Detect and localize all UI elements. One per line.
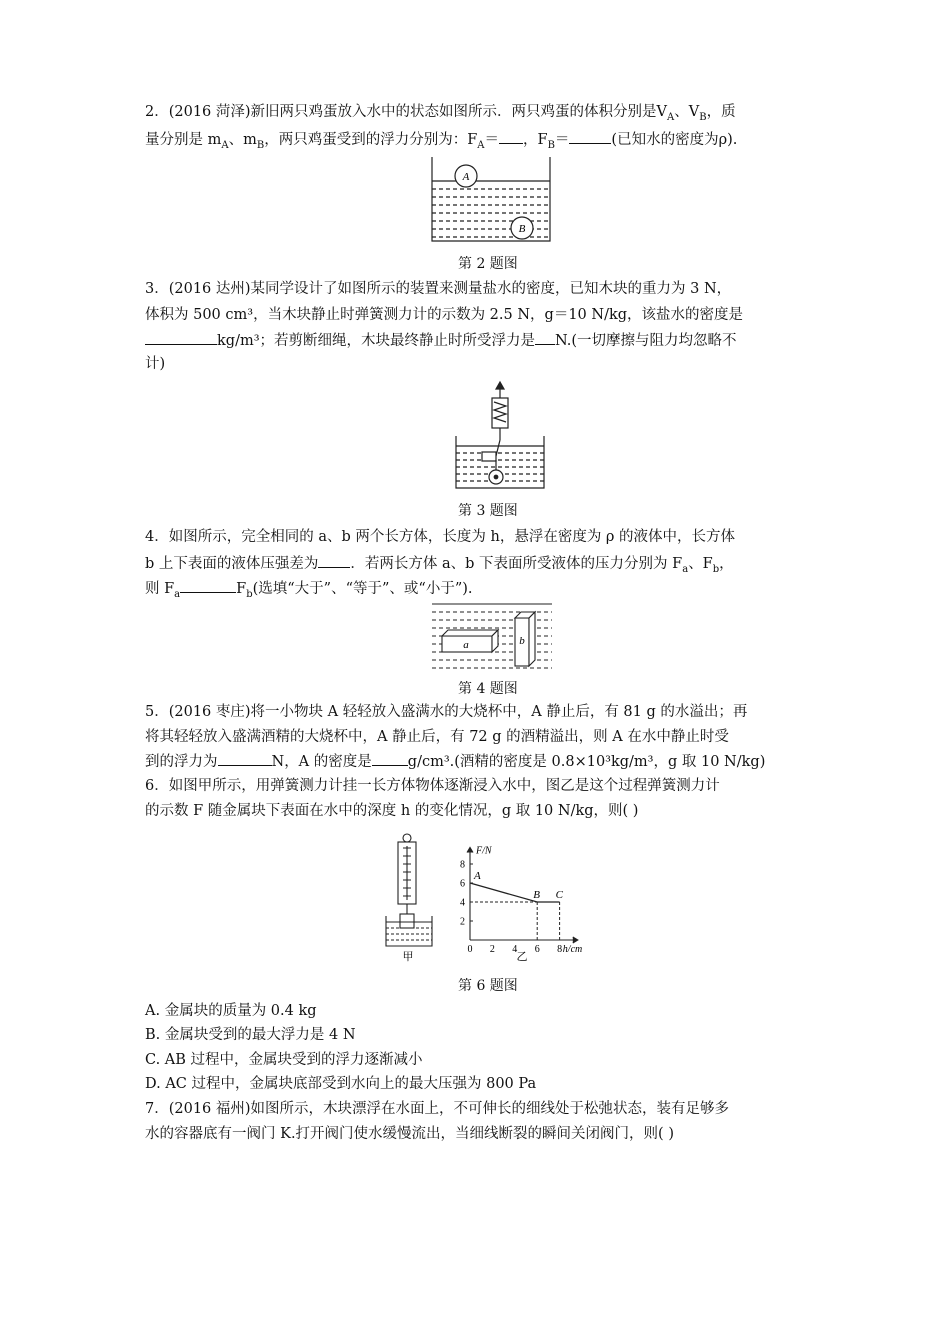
q6-line-2: 的示数 F 随金属块下表面在水中的深度 h 的变化情况，g 取 10 N/kg，则( ) xyxy=(145,803,639,819)
q3-line-3 xyxy=(145,330,737,351)
x-tick-label: 8 xyxy=(557,944,563,955)
q6-option-c[interactable]: C. AB 过程中，金属块受到的浮力逐渐减小 xyxy=(145,1052,423,1068)
figure-jia-label: 甲 xyxy=(402,950,414,963)
q6-line-1: 6．如图甲所示，用弹簧测力计挂一长方体物体逐渐浸入水中，图乙是这个过程弹簧测力计 xyxy=(145,778,720,794)
q4-text: 、F xyxy=(688,556,713,572)
answer-blank[interactable] xyxy=(145,330,217,345)
q5-line-1: 5．(2016 枣庄)将一小物块 A 轻轻放入盛满水的大烧杯中，A 静止后，有 81 g 的水溢出；再 xyxy=(145,704,748,720)
q6-figure-jia xyxy=(382,830,444,964)
q2-text: 、V xyxy=(674,104,700,120)
point-label-b: B xyxy=(533,889,540,901)
subscript: B xyxy=(256,139,265,151)
answer-blank[interactable] xyxy=(569,129,611,144)
subscript: a xyxy=(682,563,689,575)
q2-text: ＝ xyxy=(554,132,570,148)
q3-caption: 第 3 题图 xyxy=(458,503,518,519)
y-tick-label: 4 xyxy=(460,897,465,909)
q2-text: 、m xyxy=(228,132,257,148)
q5-text: 到的浮力为 xyxy=(145,754,218,770)
subscript: a xyxy=(174,588,181,600)
x-axis-arrow xyxy=(573,937,578,943)
q2-figure-beaker xyxy=(428,155,554,245)
answer-blank[interactable] xyxy=(499,129,523,144)
y-axis-label: F/N xyxy=(476,845,492,857)
q3-text: kg/m³；若剪断细绳，木块最终静止时所受浮力是 xyxy=(217,333,536,349)
subscript: b xyxy=(246,588,253,600)
q2-text: ＝ xyxy=(484,132,499,148)
cuboid-b-label: b xyxy=(519,635,525,647)
x-axis-label: h/cm xyxy=(562,944,583,955)
x-tick-label: 0 xyxy=(467,944,473,955)
q2-text: ，两只鸡蛋受到的浮力分别为：F xyxy=(264,132,478,148)
q3-line-1: 3．(2016 达州)某同学设计了如图所示的装置来测量盐水的密度，已知木块的重力为 3 N， xyxy=(145,281,732,297)
q5-text: g/cm³.(酒精的密度是 0.8×10³kg/m³，g 取 10 N/kg) xyxy=(407,754,766,770)
force-line xyxy=(470,883,560,902)
y-axis-arrow xyxy=(467,848,473,853)
x-tick-label: 2 xyxy=(489,944,495,955)
q4-caption: 第 4 题图 xyxy=(458,681,518,697)
q6-caption: 第 6 题图 xyxy=(458,978,518,994)
q2-text: ，质 xyxy=(706,104,736,120)
q3-line-4: 计) xyxy=(145,356,166,372)
subscript: b xyxy=(712,563,720,575)
q4-figure-cuboids xyxy=(430,600,554,672)
egg-b-label: B xyxy=(518,223,526,235)
subscript: A xyxy=(477,139,485,151)
subscript: B xyxy=(699,111,707,123)
y-tick-label: 6 xyxy=(460,878,465,890)
q2-caption: 第 2 题图 xyxy=(458,256,518,272)
y-tick-label: 8 xyxy=(460,859,465,871)
q5-line-2: 将其轻轻放入盛满酒精的大烧杯中，A 静止后，有 72 g 的酒精溢出，则 A 在水中静止时受 xyxy=(145,729,729,745)
q2-text: (已知水的密度为ρ). xyxy=(611,132,738,148)
figure-yi-label: 乙 xyxy=(516,950,528,963)
q4-text: 则 F xyxy=(145,581,175,597)
subscript: A xyxy=(221,139,229,151)
q4-text: (选填“大于”、“等于”、或“小于”). xyxy=(252,581,473,597)
point-label-c: C xyxy=(555,889,563,901)
q3-text: N.(一切摩擦与阻力均忽略不 xyxy=(555,333,737,349)
subscript: A xyxy=(667,111,675,123)
q7-line-1: 7．(2016 福州)如图所示，木块漂浮在水面上，不可伸长的细线处于松弛状态，装有足够多 xyxy=(145,1101,730,1117)
answer-blank[interactable] xyxy=(180,578,236,593)
q4-text: ．若两长方体 a、b 下表面所受液体的压力分别为 F xyxy=(350,556,683,572)
answer-blank[interactable] xyxy=(218,751,272,766)
answer-blank[interactable] xyxy=(318,553,350,568)
q2-text: 量分别是 m xyxy=(145,132,222,148)
q4-text: b 上下表面的液体压强差为 xyxy=(145,556,319,572)
q5-line-3 xyxy=(145,751,765,772)
answer-blank[interactable] xyxy=(372,751,408,766)
q4-line-3: 则 $F_a$ $F_b$(选填“大于”、“等于”、或“小于”). xyxy=(145,578,473,605)
q6-option-b[interactable]: B. 金属块受到的最大浮力是 4 N xyxy=(145,1027,356,1043)
x-tick-label: 4 xyxy=(512,944,518,955)
point-label-a: A xyxy=(474,870,481,882)
answer-blank[interactable] xyxy=(535,330,555,345)
q6-figure-yi-chart xyxy=(452,832,602,966)
q3-line-2: 体积为 500 cm³，当木块静止时弹簧测力计的示数为 2.5 N，g＝10 N/kg，该盐水的密度是 xyxy=(145,307,744,323)
subscript: B xyxy=(547,139,555,151)
q6-option-a[interactable]: A. 金属块的质量为 0.4 kg xyxy=(145,1003,317,1019)
q5-text: N，A 的密度是 xyxy=(271,754,372,770)
q2-text: 2．(2016 菏泽)新旧两只鸡蛋放入水中的状态如图所示．两只鸡蛋的体积分别是V xyxy=(145,104,668,120)
q7-line-2: 水的容器底有一阀门 K.打开阀门使水缓慢流出，当细线断裂的瞬间关闭阀门，则( ) xyxy=(145,1126,674,1142)
q6-option-d[interactable]: D. AC 过程中，金属块底部受到水向上的最大压强为 800 Pa xyxy=(145,1076,537,1092)
q4-text: ， xyxy=(719,556,734,572)
q4-line-2 xyxy=(145,553,734,580)
x-tick-label: 6 xyxy=(534,944,540,955)
q3-figure-spring-scale xyxy=(450,380,550,492)
q2-text: ，F xyxy=(523,132,548,148)
q2-line-2 xyxy=(145,129,737,156)
q4-line-1: 4．如图所示，完全相同的 a、b 两个长方体，长度为 h，悬浮在密度为 ρ 的液体中，长方体 xyxy=(145,529,736,545)
cuboid-a-label: a xyxy=(463,639,469,651)
q2-line-1 xyxy=(145,102,736,128)
egg-a-label: A xyxy=(462,171,470,183)
y-tick-label: 2 xyxy=(460,916,465,928)
